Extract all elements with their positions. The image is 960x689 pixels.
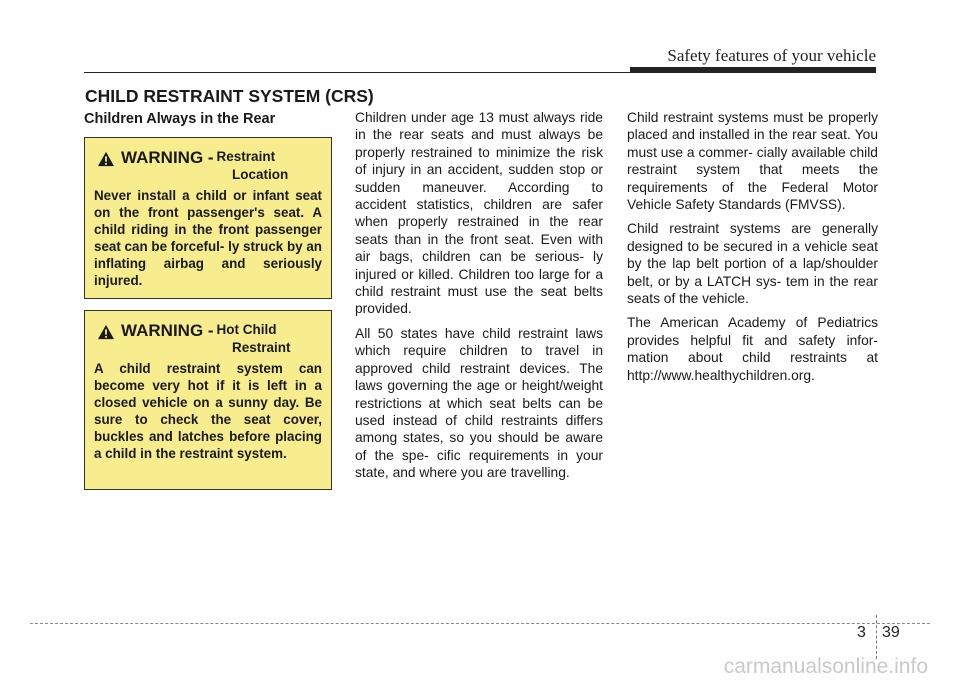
warning-subject-cont: Location	[232, 167, 289, 182]
warning-triangle-icon	[97, 324, 115, 340]
paragraph: Child restraint systems must be properly placed and installed in the rear seat. You must use a commer- cially available child restraint system that meets the requirements of the Federal Motor Vehicle Safety Standards (FMVSS).	[627, 110, 878, 213]
warning-box-hot-child-restraint	[84, 310, 332, 490]
middle-column	[355, 109, 603, 489]
warning-body: Never install a child or infant seat on the front passenger's seat. A child riding in the front passenger seat can be forceful- ly struck by an inflating airbag and seriously injured.	[94, 188, 322, 288]
warning-body: A child restraint system can become very hot if it is left in a closed vehicle on a sunny day. Be sure to check the seat cover, buckles and latches before placing a child in the restraint system.	[94, 361, 322, 461]
watermark: carmanualsonline.info	[723, 655, 928, 678]
warning-label: WARNING -	[121, 148, 214, 167]
warning-heading	[97, 148, 322, 168]
footer-rule	[30, 623, 930, 624]
warning-subject-cont: Restraint	[232, 340, 291, 355]
warning-subject: Hot Child	[216, 322, 277, 337]
page-number: 39	[882, 624, 900, 641]
warning-triangle-icon	[97, 151, 115, 167]
warning-label: WARNING -	[121, 321, 214, 340]
header-title: Safety features of your vehicle	[667, 46, 876, 65]
paragraph: Children under age 13 must always ride in the rear seats and must always be properly restrained to minimize the risk of injury in an accident, sudden stop or sudden maneuver. According to accident statistics, children are safer when properly restrained in the rear seats than in the front seat. Even with air bags, children can be serious- ly injured or killed. Children too large for a child restraint must use the seat belts provided.	[355, 110, 603, 317]
chapter-number: 3	[857, 624, 866, 641]
right-column	[627, 109, 878, 391]
warning-box-restraint-location	[84, 137, 332, 299]
header-rule-accent	[630, 67, 876, 73]
paragraph: The American Academy of Pediatrics provides helpful fit and safety infor- mation about child restraints at http://www.healthychildren.org.	[627, 315, 878, 383]
paragraph: All 50 states have child restraint laws which require children to travel in approved child restraint devices. The laws governing the age or height/weight restrictions at which seat belts can be used instead of child restraints differs among states, so you should be aware of the spe- cific requirements in your state, and where you are travelling.	[355, 325, 603, 481]
page-number-divider	[876, 615, 877, 659]
warning-heading	[97, 321, 322, 341]
warning-subject: Restraint	[216, 149, 276, 164]
section-subtitle: Children Always in the Rear	[84, 111, 276, 127]
section-title: CHILD RESTRAINT SYSTEM (CRS)	[85, 86, 374, 106]
paragraph: Child restraint systems are generally designed to be secured in a vehicle seat by the lap belt portion of a lap/shoulder belt, or by a LATCH sys- tem in the rear seats of the vehicle.	[627, 221, 878, 307]
